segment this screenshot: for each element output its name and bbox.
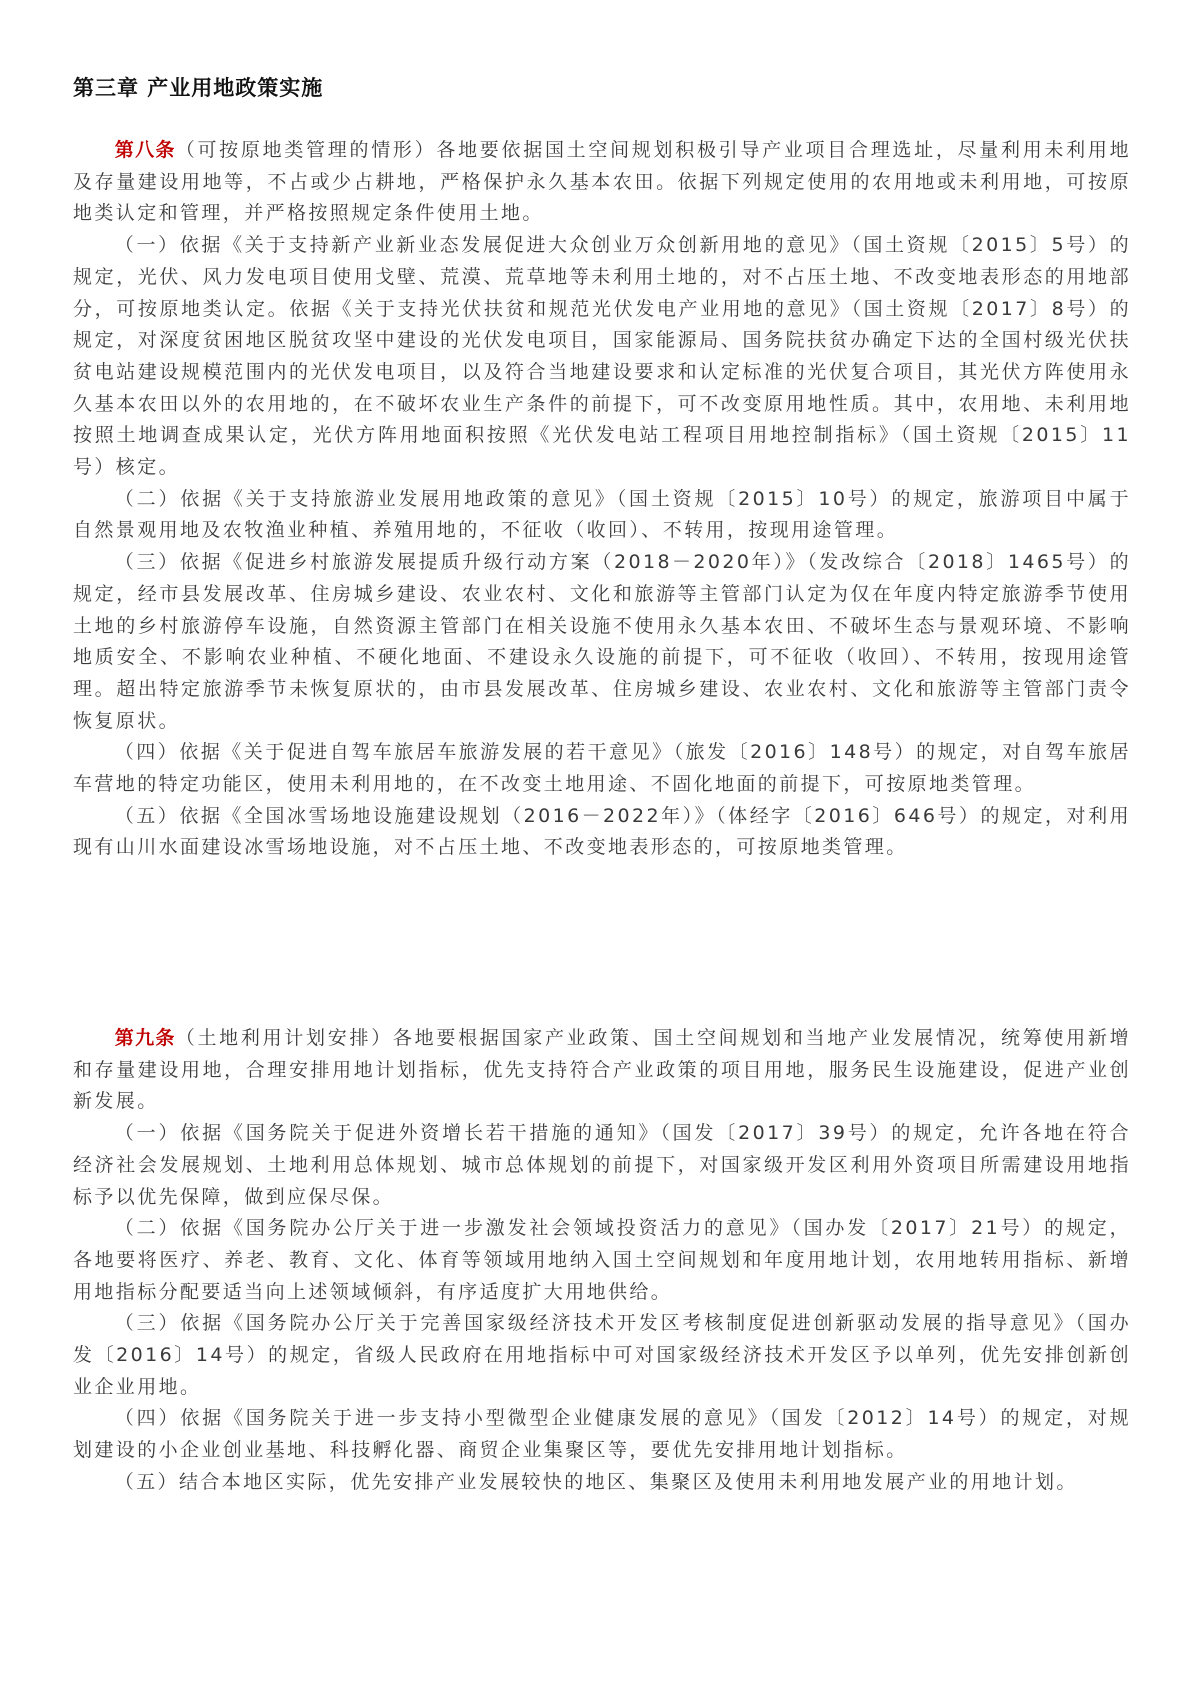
article-9-lead-paragraph [73,1023,1131,1118]
article-8-item-4: （四）依据《关于促进自驾车旅居车旅游发展的若干意见》（旅发〔2016〕148号）的规定，对自驾车旅居车营地的特定功能区，使用未利用地的，在不改变土地用途、不固化地面的前提下，可按原地类管理。 [73,741,1131,796]
article-9-item-5: （五）结合本地区实际，优先安排产业发展较快的地区、集聚区及使用未利用地发展产业的用地计划。 [114,1470,1078,1493]
article-9-item-2: （二）依据《国务院办公厅关于进一步激发社会领域投资活力的意见》（国办发〔2017〕21号）的规定，各地要将医疗、养老、教育、文化、体育等领域用地纳入国土空间规划和年度用地计划，农用地转用指标、新增用地指标分配要适当向上述领域倾斜，有序适度扩大用地供给。 [73,1217,1131,1303]
article-8-lead-paragraph [73,135,1131,230]
article-8 [73,135,1131,864]
article-9-label: 第九条 [114,1027,176,1049]
article-9-lead-text: （土地利用计划安排）各地要根据国家产业政策、国土空间规划和当地产业发展情况，统筹使用新增和存量建设用地，合理安排用地计划指标，优先支持符合产业政策的项目用地，服务民生设施建设，促进产业创新发展。 [73,1027,1131,1113]
article-8-label: 第八条 [114,139,176,161]
article-9-item-4: （四）依据《国务院关于进一步支持小型微型企业健康发展的意见》（国发〔2012〕14号）的规定，对规划建设的小企业创业基地、科技孵化器、商贸企业集聚区等，要优先安排用地计划指标。 [73,1407,1131,1462]
chapter-title: 第三章 产业用地政策实施 [73,76,324,100]
article-9 [73,1023,1131,1499]
article-8-item-1: （一）依据《关于支持新产业新业态发展促进大众创业万众创新用地的意见》（国土资规〔2015〕5号）的规定，光伏、风力发电项目使用戈壁、荒漠、荒草地等未利用土地的，对不占压土地、不改变地表形态的用地部分，可按原地类认定。依据《关于支持光伏扶贫和规范光伏发电产业用地的意见》（国土资规〔2017〕8号）的规定，对深度贫困地区脱贫攻坚中建设的光伏发电项目，国家能源局、国务院扶贫办确定下达的全国村级光伏扶贫电站建设规模范围内的光伏发电项目，以及符合当地建设要求和认定标准的光伏复合项目，其光伏方阵使用永久基本农田以外的农用地的，在不破坏农业生产条件的前提下，可不改变原用地性质。其中，农用地、未利用地按照土地调查成果认定，光伏方阵用地面积按照《光伏发电站工程项目用地控制指标》（国土资规〔2015〕11号）核定。 [73,234,1131,479]
article-8-item-2: （二）依据《关于支持旅游业发展用地政策的意见》（国土资规〔2015〕10号）的规定，旅游项目中属于自然景观用地及农牧渔业种植、养殖用地的，不征收（收回）、不转用，按现用途管理。 [73,487,1131,542]
article-8-item-3: （三）依据《促进乡村旅游发展提质升级行动方案（2018－2020年）》（发改综合〔2018〕1465号）的规定，经市县发展改革、住房城乡建设、农业农村、文化和旅游等主管部门认定为仅在年度内特定旅游季节使用土地的乡村旅游停车设施，自然资源主管部门在相关设施不使用永久基本农田、不破坏生态与景观环境、不影响地质安全、不影响农业种植、不硬化地面、不建设永久设施的前提下，可不征收（收回）、不转用，按现用途管理。超出特定旅游季节未恢复原状的，由市县发展改革、住房城乡建设、农业农村、文化和旅游等主管部门责令恢复原状。 [73,551,1131,732]
article-8-lead-text: （可按原地类管理的情形）各地要依据国土空间规划积极引导产业项目合理选址，尽量利用未利用地及存量建设用地等，不占或少占耕地，严格保护永久基本农田。依据下列规定使用的农用地或未利用地，可按原地类认定和管理，并严格按照规定条件使用土地。 [73,139,1131,225]
article-9-item-1: （一）依据《国务院关于促进外资增长若干措施的通知》（国发〔2017〕39号）的规定，允许各地在符合经济社会发展规划、土地利用总体规划、城市总体规划的前提下，对国家级开发区利用外资项目所需建设用地指标予以优先保障，做到应保尽保。 [73,1122,1131,1208]
article-8-item-5: （五）依据《全国冰雪场地设施建设规划（2016－2022年）》（体经字〔2016〕646号）的规定，对利用现有山川水面建设冰雪场地设施，对不占压土地、不改变地表形态的，可按原地类管理。 [73,804,1131,859]
article-9-item-3: （三）依据《国务院办公厅关于完善国家级经济技术开发区考核制度促进创新驱动发展的指导意见》（国办发〔2016〕14号）的规定，省级人民政府在用地指标中可对国家级经济技术开发区予以单列，优先安排创新创业企业用地。 [73,1312,1131,1398]
